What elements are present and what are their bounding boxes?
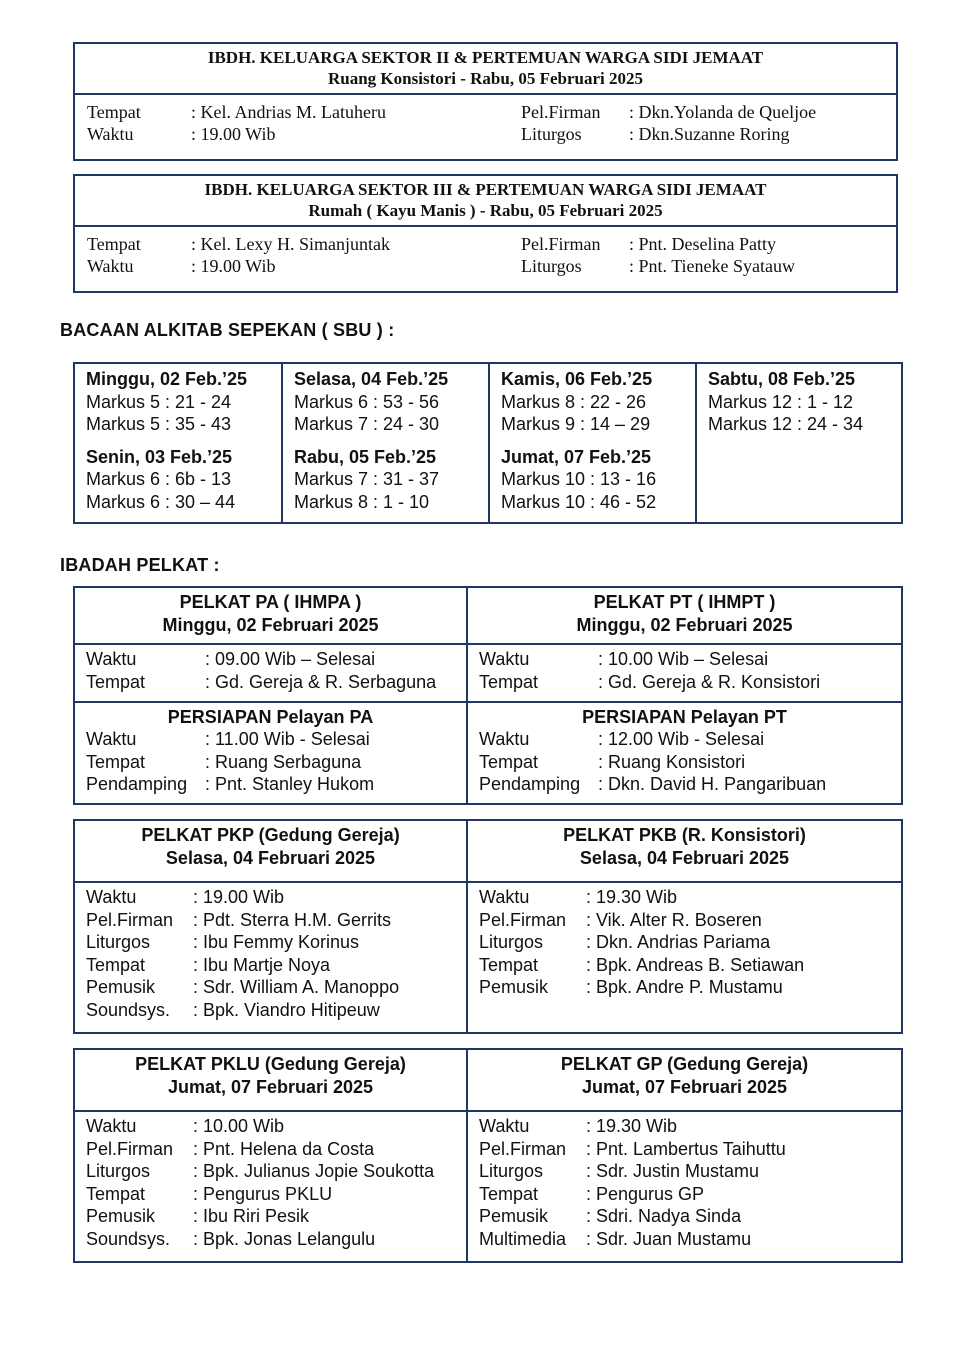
detail-label: Pemusik — [86, 1206, 156, 1226]
detail-label: Pendamping — [479, 774, 581, 795]
detail-row — [479, 728, 901, 751]
sbu-day: Jumat, 07 Feb.’25 — [501, 446, 652, 467]
pelkat-date: Minggu, 02 Februari 2025 — [162, 614, 379, 635]
detail-label: Tempat — [479, 954, 539, 975]
detail-row — [479, 931, 901, 954]
detail-label: Multimedia — [479, 1228, 567, 1249]
detail-row — [479, 1160, 901, 1183]
detail-row — [86, 1115, 466, 1138]
ibdh-title: IBDH. KELUARGA SEKTOR III & PERTEMUAN WARGA SIDI JEMAAT — [204, 180, 767, 199]
sbu-column — [697, 364, 901, 522]
pelkat-pt-preparation — [468, 701, 901, 803]
detail-row — [479, 1138, 901, 1161]
ibdh-label: Liturgos — [521, 124, 582, 144]
sbu-column — [75, 364, 283, 522]
pelkat-name: PELKAT GP (Gedung Gereja) — [560, 1054, 809, 1074]
ibdh-title: IBDH. KELUARGA SEKTOR II & PERTEMUAN WARGA SIDI JEMAAT — [207, 48, 764, 67]
detail-row — [479, 1115, 901, 1138]
detail-value: : Bpk. Andre P. Mustamu — [586, 977, 783, 997]
ibdh-value: : 19.00 Wib — [191, 256, 276, 276]
sbu-reading: Markus 10 : 13 - 16 — [501, 469, 657, 489]
detail-value: : Pdt. Sterra H.M. Gerrits — [193, 909, 392, 930]
detail-row — [86, 1138, 466, 1161]
ibdh-label: Waktu — [87, 256, 134, 276]
ibdh-right-column — [521, 233, 795, 277]
detail-label: Pendamping — [86, 774, 188, 795]
ibdh-value: : Kel. Lexy H. Simanjuntak — [191, 234, 390, 254]
detail-value: : 10.00 Wib – Selesai — [598, 649, 769, 670]
detail-value: : Sdri. Nadya Sinda — [586, 1206, 742, 1226]
detail-value: : Bpk. Viandro Hitipeuw — [193, 999, 380, 1020]
detail-label: Waktu — [479, 1116, 530, 1136]
pelkat-date: Selasa, 04 Februari 2025 — [165, 847, 376, 868]
ibdh-sektor-2-box — [73, 42, 898, 161]
sbu-reading: Markus 7 : 31 - 37 — [294, 469, 440, 489]
detail-label: Waktu — [86, 649, 137, 670]
sbu-reading: Markus 6 : 6b - 13 — [86, 469, 232, 489]
detail-label: Pel.Firman — [86, 1138, 174, 1159]
detail-label: Tempat — [479, 1183, 539, 1204]
sbu-reading: Markus 10 : 46 - 52 — [501, 491, 657, 512]
pelkat-pa-pt-table — [73, 586, 903, 805]
sbu-reading: Markus 6 : 53 - 56 — [294, 391, 440, 412]
detail-value: : Pengurus PKLU — [193, 1183, 333, 1204]
detail-value: : Ruang Konsistori — [598, 751, 746, 772]
detail-label: Pel.Firman — [479, 1138, 567, 1159]
detail-value: : Sdr. Justin Mustamu — [586, 1161, 760, 1181]
detail-label: Waktu — [479, 649, 530, 670]
sbu-table — [73, 362, 903, 524]
pelkat-date: Jumat, 07 Februari 2025 — [167, 1076, 374, 1097]
detail-row — [479, 1183, 901, 1206]
ibdh-details — [75, 227, 896, 287]
detail-label: Tempat — [479, 671, 539, 692]
pelkat-gp-details — [468, 1112, 901, 1261]
detail-row — [86, 671, 466, 694]
detail-value: : Dkn. Andrias Pariama — [586, 932, 771, 952]
detail-value: : 19.00 Wib — [193, 887, 285, 907]
detail-value: : Sdr. Juan Mustamu — [586, 1228, 752, 1249]
pelkat-pklu-details — [75, 1112, 468, 1261]
pelkat-date: Selasa, 04 Februari 2025 — [579, 847, 790, 868]
detail-value: : Pengurus GP — [586, 1183, 705, 1204]
ibdh-value: : Dkn.Suzanne Roring — [629, 124, 790, 144]
sbu-reading: Markus 8 : 1 - 10 — [294, 491, 430, 512]
ibdh-subtitle: Rumah ( Kayu Manis ) - Rabu, 05 Februari 2025 — [308, 201, 663, 220]
pelkat-pkp-details — [75, 883, 468, 1032]
pelkat-pt-header — [468, 588, 901, 645]
pelkat-date: Jumat, 07 Februari 2025 — [581, 1076, 788, 1097]
detail-label: Liturgos — [479, 1161, 544, 1181]
sbu-reading: Markus 9 : 14 – 29 — [501, 414, 651, 434]
pelkat-pa-header — [75, 588, 468, 645]
detail-value: : 11.00 Wib - Selesai — [205, 729, 370, 750]
pelkat-pkp-header — [75, 821, 468, 883]
pelkat-date: Minggu, 02 Februari 2025 — [576, 614, 793, 635]
ibdh-row — [87, 123, 386, 145]
detail-row — [479, 773, 901, 796]
detail-value: : Dkn. David H. Pangaribuan — [598, 774, 827, 795]
detail-value: : Pnt. Lambertus Taihuttu — [586, 1138, 786, 1159]
detail-label: Pemusik — [479, 977, 549, 997]
ibdh-row — [521, 101, 816, 123]
detail-value: : Sdr. William A. Manoppo — [193, 977, 400, 997]
sbu-section-title: BACAAN ALKITAB SEPEKAN ( SBU ) : — [60, 320, 395, 340]
detail-label: Waktu — [479, 887, 530, 907]
detail-value: : Bpk. Julianus Jopie Soukotta — [193, 1161, 435, 1181]
detail-label: Tempat — [86, 671, 146, 692]
pelkat-pklu-gp-table — [73, 1048, 903, 1263]
detail-label: Pemusik — [86, 977, 156, 997]
sbu-day: Rabu, 05 Feb.’25 — [294, 446, 437, 467]
detail-value: : Bpk. Andreas B. Setiawan — [586, 954, 805, 975]
ibdh-value: : 19.00 Wib — [191, 124, 276, 144]
detail-row — [479, 954, 901, 977]
sbu-day: Selasa, 04 Feb.’25 — [294, 369, 449, 389]
pelkat-gp-header — [468, 1050, 901, 1112]
ibdh-row — [87, 255, 390, 277]
detail-value: : Gd. Gereja & R. Serbaguna — [205, 671, 437, 692]
detail-row — [86, 886, 466, 909]
detail-row — [86, 1228, 466, 1251]
sbu-day: Sabtu, 08 Feb.’25 — [708, 369, 856, 389]
detail-label: Pel.Firman — [479, 909, 567, 930]
detail-label: Pemusik — [479, 1206, 549, 1226]
detail-value: : Gd. Gereja & R. Konsistori — [598, 671, 821, 692]
ibdh-value: : Dkn.Yolanda de Queljoe — [629, 102, 817, 122]
pelkat-pt-details — [468, 645, 901, 700]
sbu-reading: Markus 12 : 1 - 12 — [708, 391, 854, 412]
detail-row — [86, 1160, 466, 1183]
detail-row — [479, 751, 901, 774]
detail-row — [86, 931, 466, 954]
detail-value: : Pnt. Helena da Costa — [193, 1138, 375, 1159]
detail-row — [86, 976, 466, 999]
sbu-reading: Markus 8 : 22 - 26 — [501, 391, 647, 412]
ibdh-label: Liturgos — [521, 256, 582, 276]
pelkat-pa-preparation — [75, 701, 468, 803]
detail-row — [86, 1183, 466, 1206]
ibdh-label: Pel.Firman — [521, 234, 601, 254]
detail-label: Liturgos — [86, 1161, 151, 1181]
pelkat-pklu-header — [75, 1050, 468, 1112]
detail-label: Tempat — [86, 954, 146, 975]
sbu-day: Senin, 03 Feb.’25 — [86, 446, 233, 467]
detail-row — [479, 671, 901, 694]
detail-value: : Ibu Femmy Korinus — [193, 932, 360, 952]
ibdh-row — [87, 233, 390, 255]
ibdh-value: : Pnt. Deselina Patty — [629, 234, 776, 254]
pelkat-pkb-details — [468, 883, 901, 1032]
detail-label: Liturgos — [479, 932, 544, 952]
detail-label: Waktu — [86, 887, 137, 907]
detail-value: : 10.00 Wib — [193, 1116, 285, 1136]
detail-label: Waktu — [86, 729, 137, 750]
detail-value: : Bpk. Jonas Lelangulu — [193, 1228, 376, 1249]
detail-value: : Ibu Martje Noya — [193, 954, 331, 975]
ibdh-label: Pel.Firman — [521, 102, 601, 122]
ibdh-row — [87, 101, 386, 123]
detail-label: Soundsys. — [86, 999, 171, 1020]
pelkat-name: PELKAT PKLU (Gedung Gereja) — [135, 1054, 406, 1074]
ibdh-sektor-3-header — [75, 176, 896, 227]
detail-row — [86, 773, 466, 796]
ibdh-sektor-3-box — [73, 174, 898, 293]
detail-label: Liturgos — [86, 932, 151, 952]
detail-row — [479, 886, 901, 909]
detail-label: Tempat — [86, 751, 146, 772]
sbu-reading: Markus 5 : 35 - 43 — [86, 414, 232, 434]
ibdh-right-column — [521, 101, 816, 145]
detail-value: : Pnt. Stanley Hukom — [205, 774, 375, 795]
ibdh-label: Waktu — [87, 124, 134, 144]
ibdh-left-column — [87, 101, 386, 145]
detail-row — [479, 648, 901, 671]
detail-value: : 12.00 Wib - Selesai — [598, 729, 765, 750]
detail-row — [479, 1205, 901, 1228]
detail-label: Waktu — [86, 1116, 137, 1136]
pelkat-pkb-header — [468, 821, 901, 883]
detail-value: : Ruang Serbaguna — [205, 751, 362, 772]
detail-value: : 19.30 Wib — [586, 1116, 678, 1136]
pelkat-name: PELKAT PT ( IHMPT ) — [593, 592, 776, 612]
ibdh-value: : Kel. Andrias M. Latuheru — [191, 102, 386, 122]
detail-label: Waktu — [479, 729, 530, 750]
pelkat-name: PELKAT PA ( IHMPA ) — [179, 592, 362, 612]
ibdh-left-column — [87, 233, 390, 277]
sbu-reading: Markus 6 : 30 – 44 — [86, 491, 236, 512]
detail-row — [86, 999, 466, 1022]
sbu-reading: Markus 5 : 21 - 24 — [86, 391, 232, 412]
ibdh-row — [521, 255, 795, 277]
detail-row — [86, 954, 466, 977]
detail-row — [479, 976, 901, 999]
detail-label: Tempat — [479, 751, 539, 772]
pelkat-name: PELKAT PKB (R. Konsistori) — [563, 825, 806, 845]
detail-value: : Vik. Alter R. Boseren — [586, 909, 762, 930]
detail-row — [86, 1205, 466, 1228]
detail-row — [86, 728, 466, 751]
pelkat-name: PELKAT PKP (Gedung Gereja) — [141, 825, 400, 845]
ibdh-label: Tempat — [87, 102, 141, 122]
detail-row — [479, 909, 901, 932]
sbu-reading: Markus 12 : 24 - 34 — [708, 414, 864, 434]
detail-value: : 09.00 Wib – Selesai — [205, 649, 376, 670]
sbu-day: Minggu, 02 Feb.’25 — [86, 369, 248, 389]
pelkat-pa-details — [75, 645, 468, 700]
detail-value: : Ibu Riri Pesik — [193, 1206, 310, 1226]
ibdh-details — [75, 95, 896, 155]
sbu-column — [490, 364, 697, 522]
sbu-day: Kamis, 06 Feb.’25 — [501, 369, 653, 389]
ibdh-subtitle: Ruang Konsistori - Rabu, 05 Februari 2025 — [328, 69, 643, 88]
detail-label: Tempat — [86, 1183, 146, 1204]
pelkat-section-title: IBADAH PELKAT : — [60, 555, 220, 575]
detail-label: Soundsys. — [86, 1228, 171, 1249]
ibdh-row — [521, 233, 795, 255]
ibdh-value: : Pnt. Tieneke Syatauw — [629, 256, 796, 276]
ibdh-label: Tempat — [87, 234, 141, 254]
ibdh-sektor-2-header — [75, 44, 896, 95]
detail-label: Pel.Firman — [86, 909, 174, 930]
detail-row — [86, 751, 466, 774]
pelkat-pkp-pkb-table — [73, 819, 903, 1034]
detail-value: : 19.30 Wib — [586, 887, 678, 907]
preparation-title: PERSIAPAN Pelayan PA — [167, 706, 374, 727]
sbu-column — [283, 364, 490, 522]
detail-row — [479, 1228, 901, 1251]
sbu-reading: Markus 7 : 24 - 30 — [294, 414, 440, 434]
detail-row — [86, 648, 466, 671]
ibdh-row — [521, 123, 816, 145]
preparation-title: PERSIAPAN Pelayan PT — [582, 706, 787, 727]
detail-row — [86, 909, 466, 932]
